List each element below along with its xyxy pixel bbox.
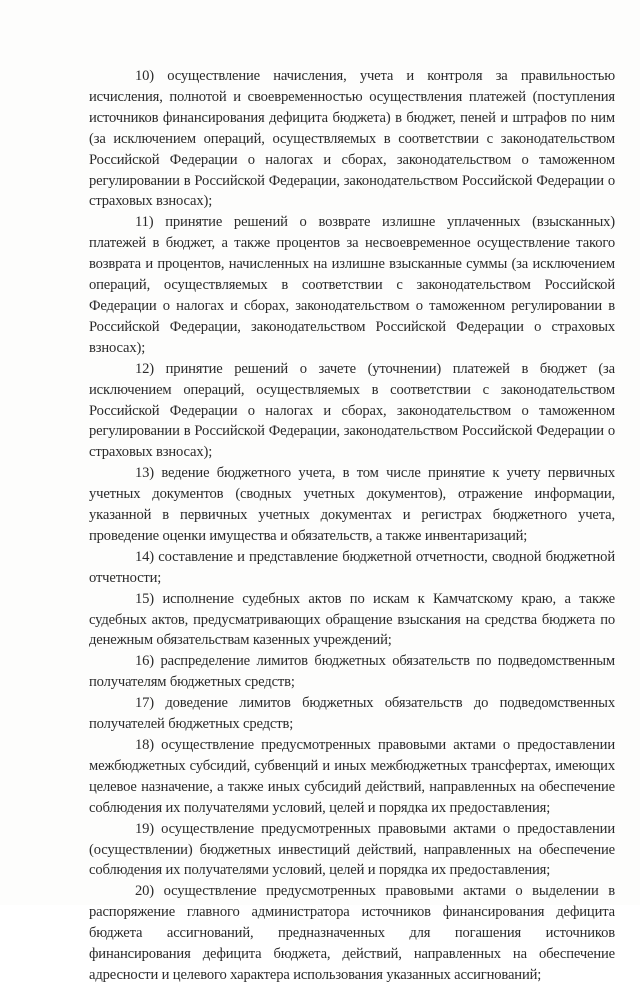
list-item-12: 12) принятие решений о зачете (уточнении) платежей в бюджет (за исключением операций, осуществляемых в соответствии с законодательством Российской Федерации о налогах и сборах, законодательством о таможенном регулировании в Российской Федерации, законодательством Российской Федерации о страховых взносах); (89, 360, 615, 461)
document-body (89, 66, 615, 986)
list-item-18: 18) осуществление предусмотренных правовыми актами о предоставлении межбюджетных субсидий, субвенций и иных межбюджетных трансфертах, имеющих целевое назначение, а также иных субсидий действий, направленных на обеспечение соблюдения их получателями условий, целей и порядка их предоставления; (89, 737, 615, 816)
list-item-17: 17) доведение лимитов бюджетных обязательств до подведомственных получателей бюджетных средств; (89, 695, 615, 733)
list-item-14: 14) составление и представление бюджетной отчетности, сводной бюджетной отчетности; (89, 548, 615, 586)
list-item-10: 10) осуществление начисления, учета и контроля за правильностью исчисления, полнотой и своевременностью осуществления платежей (поступления источников финансирования дефицита бюджета) в бюджет, пеней и штрафов по ним (за исключением операций, осуществляемых в соответствии с законодательством Российской Федерации о налогах и сборах, законодательством о таможенном регулировании в Российской Федерации, законодательством Российской Федерации о страховых взносах); (89, 68, 615, 210)
list-item-20: 20) осуществление предусмотренных правовыми актами о выделении в распоряжение главного администратора источников финансирования дефицита бюджета ассигнований, предназначенных для погашения источников финансирования дефицита бюджета, действий, направленных на обеспечение адресности и целевого характера использования указанных ассигнований; (89, 883, 615, 983)
list-item-19: 19) осуществление предусмотренных правовыми актами о предоставлении (осуществлении) бюджетных инвестиций действий, направленных на обеспечение соблюдения их получателями условий, целей и порядка их предоставления; (89, 820, 615, 879)
list-item-11: 11) принятие решений о возврате излишне уплаченных (взысканных) платежей в бюджет, а также процентов за несвоевременное осуществление такого возврата и процентов, начисленных на излишне взысканные суммы (за исключением операций, осуществляемых в соответствии с законодательством Российской Федерации о налогах и сборах, законодательством о таможенном регулировании в Российской Федерации, законодательством Российской Федерации о страховых взносах); (89, 214, 615, 356)
list-item-15: 15) исполнение судебных актов по искам к Камчатскому краю, а также судебных актов, предусматривающих обращение взыскания на средства бюджета по денежным обязательствам казенных учреждений; (89, 590, 615, 649)
list-item-13: 13) ведение бюджетного учета, в том числе принятие к учету первичных учетных документов (сводных учетных документов), отражение информации, указанной в первичных учетных документах и регистрах бюджетного учета, проведение оценки имущества и обязательств, а также инвентаризаций; (89, 465, 615, 544)
list-item-16: 16) распределение лимитов бюджетных обязательств по подведомственным получателям бюджетных средств; (89, 653, 615, 691)
